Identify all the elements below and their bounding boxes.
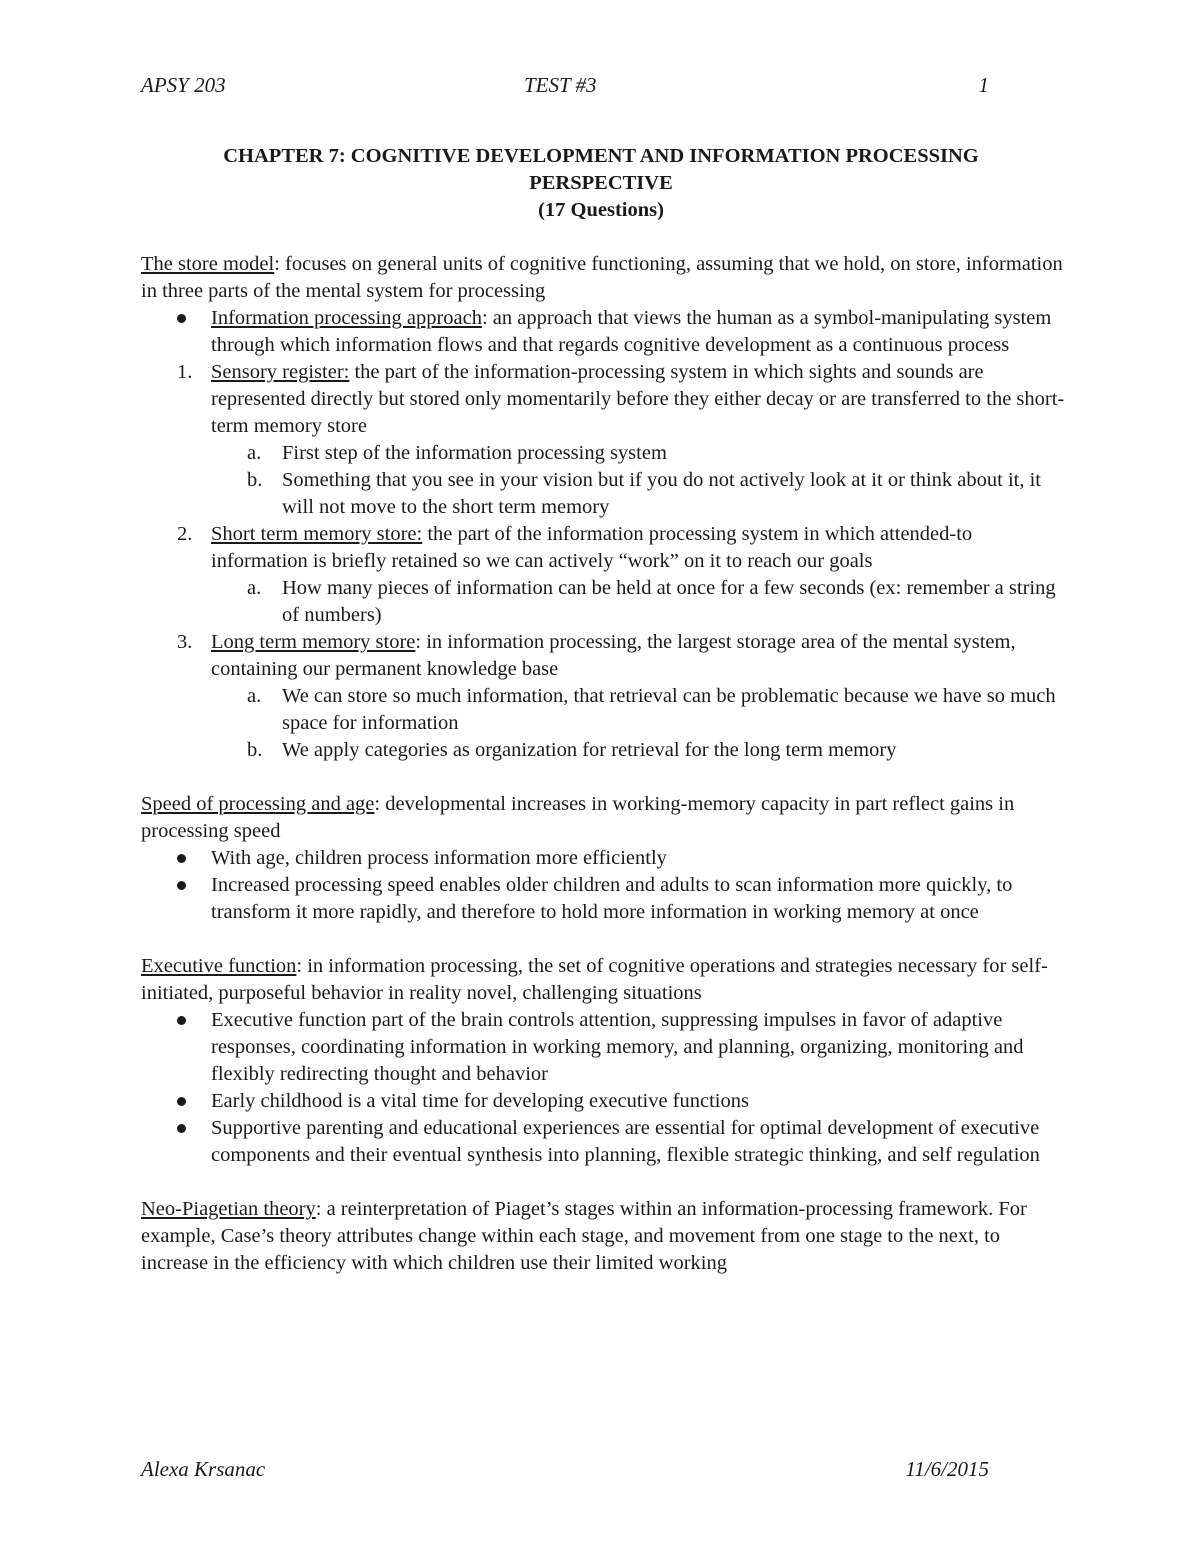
list-item: Supportive parenting and educational experiences are essential for optimal development of executive components and their eventual synthesis into planning, flexible strategic thinking, and self regulation <box>141 1115 1066 1169</box>
sub-item-text: We can store so much information, that retrieval can be problematic because we have so much space for information <box>282 685 1056 734</box>
chapter-title <box>141 143 1061 224</box>
list-item <box>211 467 1066 521</box>
speed-definition: : developmental increases in working-memory capacity in part reflect gains in processing speed <box>141 793 1015 842</box>
store-model-bullets <box>141 305 1066 359</box>
item-letter: a. <box>247 577 262 599</box>
page-header <box>141 73 989 101</box>
list-item <box>141 305 1066 359</box>
list-item: Early childhood is a vital time for developing executive functions <box>141 1088 1066 1115</box>
sub-list <box>211 575 1066 629</box>
item-number: 3. <box>177 631 193 653</box>
long-term-memory-definition: : in information processing, the largest storage area of the mental system, containing our permanent knowledge base <box>211 631 1016 680</box>
item-letter: b. <box>247 739 263 761</box>
executive-paragraph <box>141 953 1066 1007</box>
info-processing-term: Information processing approach <box>211 307 482 329</box>
executive-term: Executive function <box>141 955 297 977</box>
list-item <box>141 521 1066 629</box>
neo-piagetian-section <box>141 1196 1066 1277</box>
title-line-2: PERSPECTIVE <box>529 172 673 194</box>
item-number: 1. <box>177 361 193 383</box>
page-footer <box>141 1457 989 1485</box>
info-processing-definition: : an approach that views the human as a symbol-manipulating system through which information flows and that regards cognitive development as a continuous process <box>211 307 1052 356</box>
sub-item-text: Something that you see in your vision but if you do not actively look at it or think about it, it will not move to the short term memory <box>282 469 1041 518</box>
page-number: 1 <box>978 73 989 97</box>
store-model-definition: : focuses on general units of cognitive functioning, assuming that we hold, on store, information in three parts of the mental system for processing <box>141 253 1063 302</box>
executive-bullets <box>141 1007 1066 1169</box>
store-model-section <box>141 251 1066 764</box>
neo-piagetian-paragraph <box>141 1196 1066 1277</box>
speed-bullets <box>141 845 1066 926</box>
document-date: 11/6/2015 <box>905 1457 989 1481</box>
list-item: Increased processing speed enables older children and adults to scan information more quickly, to transform it more rapidly, and therefore to hold more information in working memory at once <box>141 872 1066 926</box>
item-letter: a. <box>247 685 262 707</box>
course-code: APSY 203 <box>141 73 226 97</box>
sub-item-text: How many pieces of information can be held at once for a few seconds (ex: remember a string of numbers) <box>282 577 1056 626</box>
list-item: With age, children process information more efficiently <box>141 845 1066 872</box>
neo-piagetian-term: Neo-Piagetian theory <box>141 1198 316 1220</box>
item-letter: b. <box>247 469 263 491</box>
list-item <box>141 629 1066 764</box>
list-item <box>211 683 1066 737</box>
speed-section <box>141 791 1066 926</box>
title-line-1: CHAPTER 7: COGNITIVE DEVELOPMENT AND INFORMATION PROCESSING <box>223 145 979 167</box>
sensory-register-term: Sensory register: <box>211 361 350 383</box>
list-item <box>211 737 1066 764</box>
short-term-memory-term: Short term memory store: <box>211 523 423 545</box>
document-body <box>141 143 1066 1304</box>
list-item <box>211 440 1066 467</box>
executive-section <box>141 953 1066 1169</box>
sensory-register-definition: the part of the information-processing system in which sights and sounds are represented directly but stored only momentarily before they either decay or are transferred to the short-term memory store <box>211 361 1065 437</box>
sub-item-text: First step of the information processing system <box>282 442 667 464</box>
sub-list <box>211 440 1066 521</box>
short-term-memory-definition: the part of the information processing system in which attended-to information is briefly retained so we can actively “work” on it to reach our goals <box>211 523 973 572</box>
executive-definition: : in information processing, the set of cognitive operations and strategies necessary for self-initiated, purposeful behavior in reality novel, challenging situations <box>141 955 1048 1004</box>
test-label: TEST #3 <box>524 73 597 97</box>
author-name: Alexa Krsanac <box>141 1457 266 1481</box>
speed-paragraph <box>141 791 1066 845</box>
store-model-term: The store model <box>141 253 275 275</box>
list-item: Executive function part of the brain controls attention, suppressing impulses in favor of adaptive responses, coordinating information in working memory, and planning, organizing, monitoring and flexibly redirecting thought and behavior <box>141 1007 1066 1088</box>
item-number: 2. <box>177 523 193 545</box>
sub-item-text: We apply categories as organization for retrieval for the long term memory <box>282 739 897 761</box>
store-model-paragraph <box>141 251 1066 305</box>
title-line-3: (17 Questions) <box>538 199 664 221</box>
long-term-memory-term: Long term memory store <box>211 631 416 653</box>
memory-stores-list <box>141 359 1066 764</box>
neo-piagetian-definition: : a reinterpretation of Piaget’s stages within an information-processing framework. For example, Case’s theory attributes change within each stage, and movement from one stage to the next, to increase in the efficiency with which children use their limited working <box>141 1198 1027 1274</box>
list-item <box>211 575 1066 629</box>
item-letter: a. <box>247 442 262 464</box>
sub-list <box>211 683 1066 764</box>
speed-term: Speed of processing and age <box>141 793 375 815</box>
list-item <box>141 359 1066 521</box>
